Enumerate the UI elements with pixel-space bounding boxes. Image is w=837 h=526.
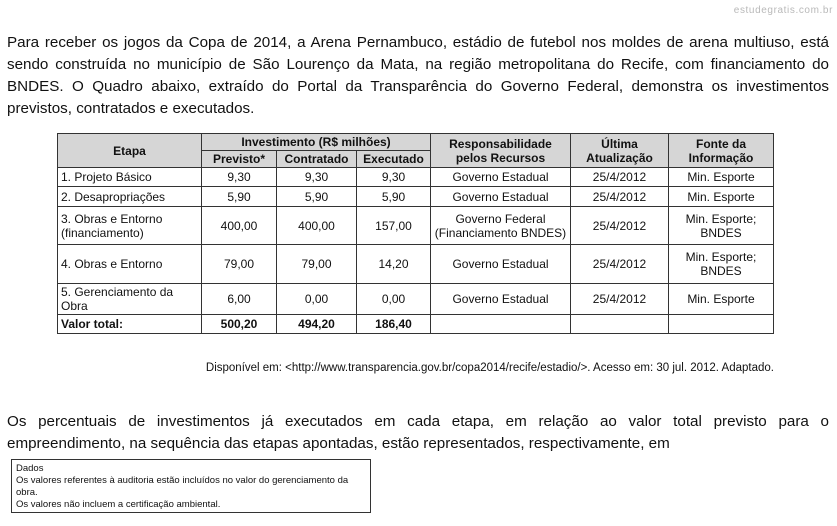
notes-line: Os valores referentes à auditoria estão incluídos no valor do gerenciamento da obra. — [16, 475, 349, 498]
cell-data: 25/4/2012 — [571, 168, 669, 187]
cell-previsto: 79,00 — [202, 245, 277, 284]
cell-etapa: 1. Projeto Básico — [58, 168, 202, 187]
cell-executado: 0,00 — [357, 284, 431, 315]
notes-box — [11, 459, 371, 513]
question-paragraph: Os percentuais de investimentos já executados em cada etapa, em relação ao valor total previsto para o empreendimento, na sequência das etapas apontadas, estão representados, respectivamente, em — [7, 413, 829, 452]
cell-responsabilidade: Governo Estadual — [431, 284, 571, 315]
total-label: Valor total: — [58, 315, 202, 334]
cell-contratado: 400,00 — [277, 207, 357, 245]
header-contratado: Contratado — [277, 151, 357, 168]
cell-fonte: Min. Esporte; BNDES — [669, 245, 774, 284]
cell-fonte: Min. Esporte — [669, 187, 774, 207]
cell-previsto: 400,00 — [202, 207, 277, 245]
cell-data: 25/4/2012 — [571, 284, 669, 315]
table-row — [58, 284, 774, 315]
cell-executado: 14,20 — [357, 245, 431, 284]
cell-fonte: Min. Esporte; BNDES — [669, 207, 774, 245]
total-executado: 186,40 — [357, 315, 431, 334]
total-row — [58, 315, 774, 334]
total-empty — [431, 315, 571, 334]
cell-executado: 5,90 — [357, 187, 431, 207]
intro-paragraph: Para receber os jogos da Copa de 2014, a Arena Pernambuco, estádio de futebol nos moldes de arena multiuso, está sendo construída no município de São Lourenço da Mata, na região metropolitana do Recife, com financiamento do BNDES. O Quadro abaixo, extraído do Portal da Transparência do Governo Federal, demonstra os investimentos previstos, contratados e executados. — [7, 34, 829, 117]
table-row — [58, 168, 774, 187]
notes-line: Os valores não incluem a certificação ambiental. — [16, 499, 221, 510]
cell-fonte: Min. Esporte — [669, 284, 774, 315]
cell-fonte: Min. Esporte — [669, 168, 774, 187]
cell-data: 25/4/2012 — [571, 207, 669, 245]
cell-responsabilidade: Governo Estadual — [431, 168, 571, 187]
cell-previsto: 6,00 — [202, 284, 277, 315]
cell-data: 25/4/2012 — [571, 187, 669, 207]
cell-responsabilidade: Governo Estadual — [431, 245, 571, 284]
cell-responsabilidade: Governo Federal (Financiamento BNDES) — [431, 207, 571, 245]
cell-contratado: 5,90 — [277, 187, 357, 207]
header-row — [58, 134, 774, 151]
watermark: estudegratis.com.br — [733, 5, 833, 16]
cell-data: 25/4/2012 — [571, 245, 669, 284]
table-row — [58, 245, 774, 284]
total-empty — [571, 315, 669, 334]
header-fonte: Fonte da Informação — [669, 134, 774, 168]
table-row — [58, 207, 774, 245]
table-row — [58, 187, 774, 207]
cell-contratado: 0,00 — [277, 284, 357, 315]
cell-etapa: 2. Desapropriações — [58, 187, 202, 207]
notes-title: Dados — [16, 463, 44, 474]
header-ultima-atualizacao: Última Atualização — [571, 134, 669, 168]
investment-table — [57, 133, 774, 334]
total-empty — [669, 315, 774, 334]
cell-contratado: 9,30 — [277, 168, 357, 187]
header-etapa: Etapa — [58, 134, 202, 168]
cell-previsto: 9,30 — [202, 168, 277, 187]
header-investimento: Investimento (R$ milhões) — [202, 134, 431, 151]
total-previsto: 500,20 — [202, 315, 277, 334]
header-previsto: Previsto* — [202, 151, 277, 168]
total-contratado: 494,20 — [277, 315, 357, 334]
cell-etapa: 3. Obras e Entorno (financiamento) — [58, 207, 202, 245]
cell-etapa: 5. Gerenciamento da Obra — [58, 284, 202, 315]
cell-executado: 157,00 — [357, 207, 431, 245]
cell-previsto: 5,90 — [202, 187, 277, 207]
cell-contratado: 79,00 — [277, 245, 357, 284]
cell-etapa: 4. Obras e Entorno — [58, 245, 202, 284]
source-citation: Disponível em: <http://www.transparencia.gov.br/copa2014/recife/estadio/>. Acesso em: 30 jul. 2012. Adaptado. — [205, 362, 774, 374]
cell-executado: 9,30 — [357, 168, 431, 187]
header-executado: Executado — [357, 151, 431, 168]
header-responsabilidade: Responsabilidade pelos Recursos — [431, 134, 571, 168]
cell-responsabilidade: Governo Estadual — [431, 187, 571, 207]
